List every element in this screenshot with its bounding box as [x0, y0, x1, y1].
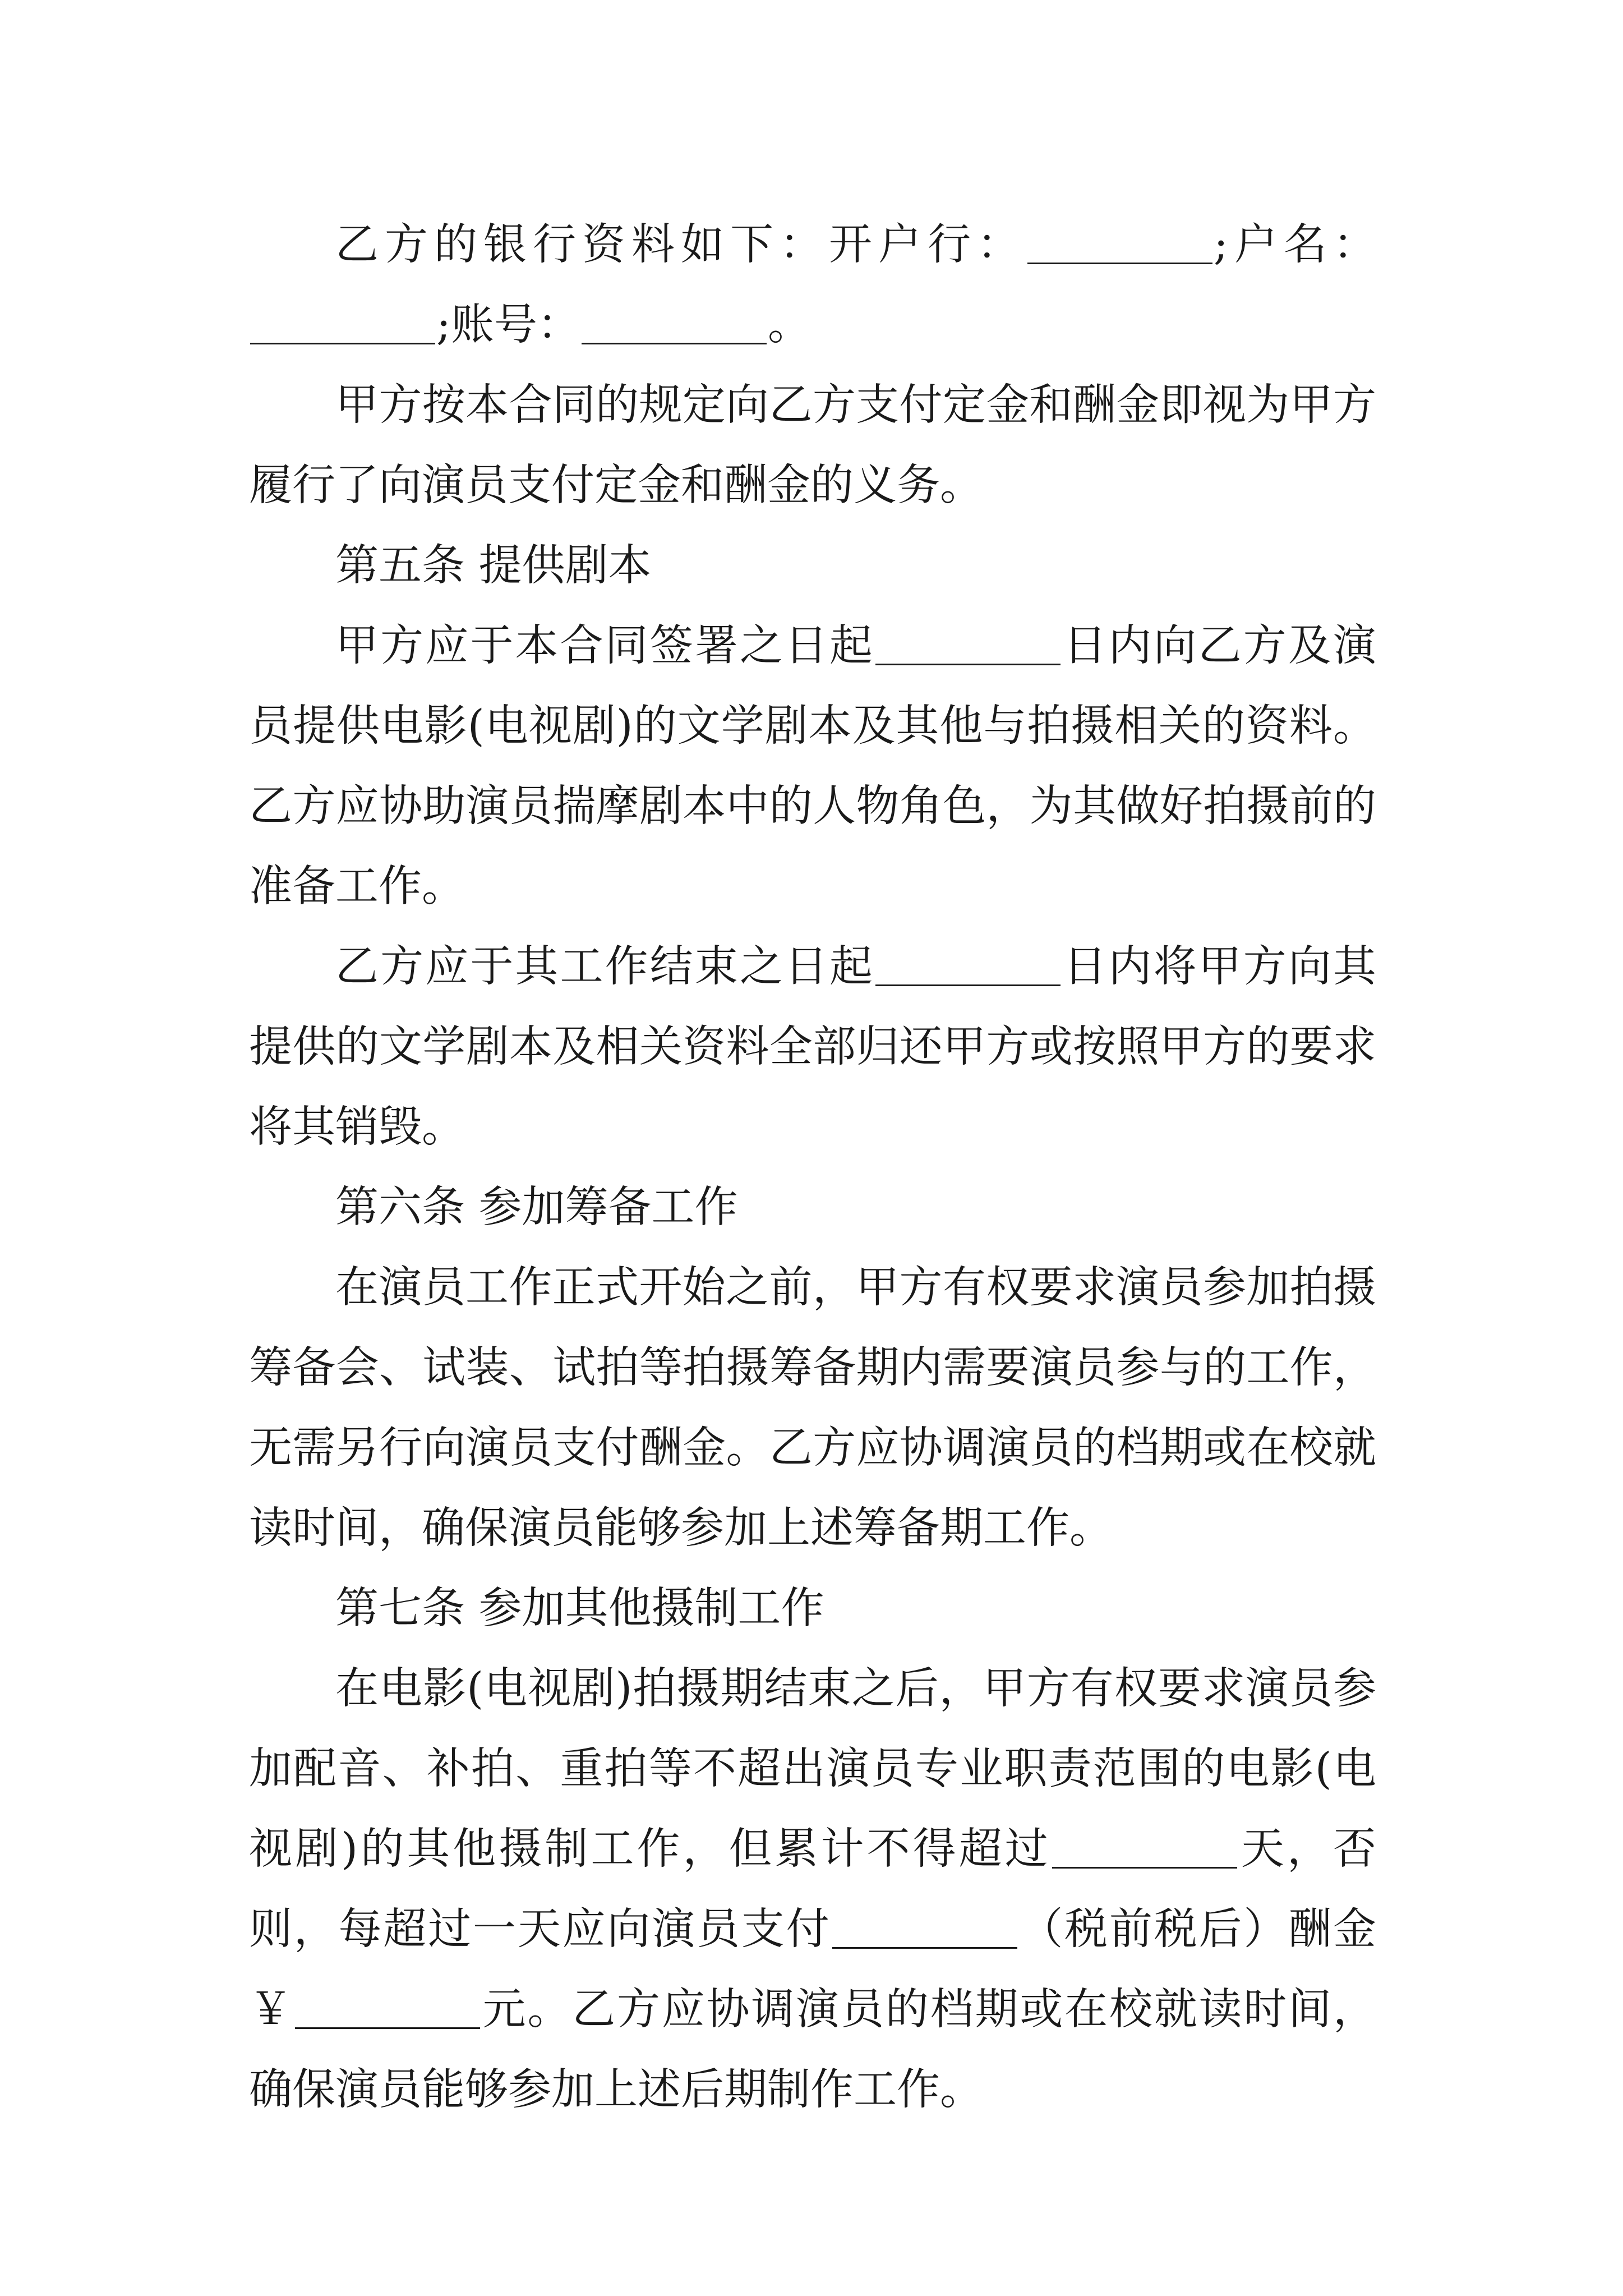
heading-text: 第七条 参加其他摄制工作 — [335, 1584, 824, 1634]
blank-field-days-return[interactable] — [875, 939, 1061, 986]
paragraph-text: 天，否则，每超过一天应向演员支付 — [249, 1824, 1376, 1954]
paragraph-text: ;账号： — [436, 300, 580, 350]
blank-field-days-provide[interactable] — [875, 618, 1061, 665]
paragraph-text: 乙方应于其工作结束之日起 — [335, 942, 875, 992]
paragraph-text: 甲方按本合同的规定向乙方支付定金和酬金即视为甲方履行了向演员支付定金和酬金的义务。 — [249, 380, 1376, 510]
paragraph-bank-info — [249, 205, 1376, 365]
paragraph-text: 日内向乙方及演员提供电影(电视剧)的文学剧本及其他与拍摄相关的资料。乙方应协助演员揣摩剧本中的人物角色，为其做好拍摄前的准备工作。 — [249, 621, 1377, 912]
blank-field-bank[interactable] — [1027, 217, 1212, 264]
article-7-heading — [249, 1568, 1376, 1649]
paragraph-text: 元。乙方应协调演员的档期或在校就读时间，确保演员能够参加上述后期制作工作。 — [249, 1985, 1377, 2115]
blank-field-account-name[interactable] — [250, 297, 435, 344]
paragraph-text: （税前税后）酬金￥ — [249, 1904, 1377, 2035]
paragraph-payment-obligation — [249, 365, 1376, 526]
paragraph-text: ;户名： — [1214, 220, 1376, 270]
paragraph-text: 在电影(电视剧)拍摄期结束之后，甲方有权要求演员参加配音、补拍、重拍等不超出演员专业职责范围的电影(电视剧)的其他摄制工作，但累计不得超过 — [249, 1664, 1376, 1874]
paragraph-script-return — [249, 927, 1376, 1167]
paragraph-text: 日内将甲方向其提供的文学剧本及相关资料全部归还甲方或按照甲方的要求将其销毁。 — [249, 942, 1377, 1152]
paragraph-text: 在演员工作正式开始之前，甲方有权要求演员参加拍摄筹备会、试装、试拍等拍摄筹备期内需要演员参与的工作，无需另行向演员支付酬金。乙方应协调演员的档期或在校就读时间，确保演员能够参加上述筹备期工作。 — [249, 1263, 1376, 1553]
paragraph-text: 乙方的银行资料如下：开户行： — [335, 220, 1027, 270]
heading-text: 第五条 提供剧本 — [335, 541, 652, 591]
article-5-heading — [249, 526, 1376, 606]
blank-field-max-days[interactable] — [1052, 1821, 1237, 1869]
paragraph-script-provision — [249, 606, 1376, 927]
paragraph-text: 。 — [767, 300, 811, 350]
blank-field-daily-pay-amount[interactable] — [295, 1982, 480, 2029]
heading-text: 第六条 参加筹备工作 — [335, 1182, 738, 1232]
blank-field-account-number[interactable] — [582, 297, 767, 344]
paragraph-preparation-work — [249, 1248, 1376, 1568]
paragraph-text: 甲方应于本合同签署之日起 — [335, 621, 875, 671]
document-body — [249, 205, 1376, 2130]
blank-field-daily-pay-type[interactable] — [832, 1902, 1017, 1949]
article-6-heading — [249, 1167, 1376, 1248]
paragraph-post-production — [249, 1649, 1376, 2130]
